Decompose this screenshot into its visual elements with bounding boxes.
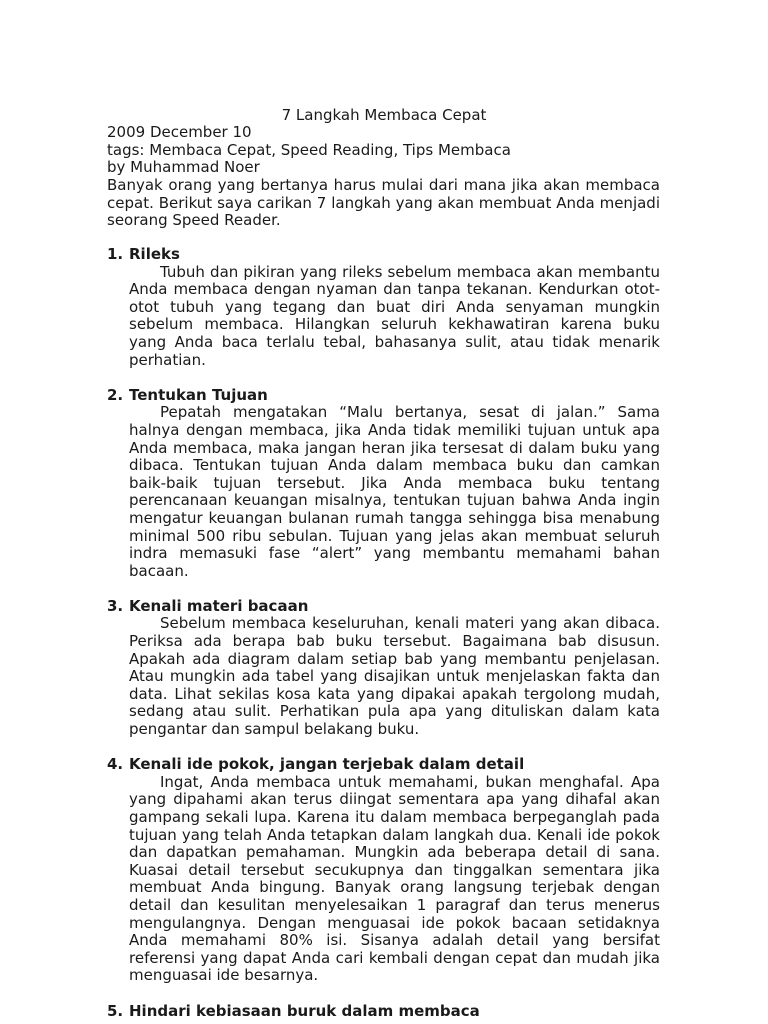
step-number: 5. — [107, 1001, 124, 1020]
document-date: 2009 December 10 — [107, 123, 252, 141]
step-title: Kenali ide pokok, jangan terjebak dalam detail — [129, 755, 525, 774]
step-item — [107, 1003, 660, 1021]
document-tags: tags: Membaca Cepat, Speed Reading, Tips Membaca — [107, 140, 511, 159]
step-title: Hindari kebiasaan buruk dalam membaca — [129, 1001, 480, 1020]
step-item — [107, 598, 660, 739]
step-item — [107, 756, 660, 985]
step-title: Kenali materi bacaan — [129, 596, 309, 615]
document-meta — [107, 124, 667, 177]
step-body: Pepatah mengatakan “Malu bertanya, sesat di jalan.” Sama halnya dengan membaca, jika Anda tidak memiliki tujuan untuk apa Anda membaca, maka jangan heran jika tersesat di dalam buku yang dibaca. Tentukan tujuan Anda dalam membaca buku dan camkan baik-baik tujuan tersebut. Jika Anda membaca buku tentang perencanaan keuangan misalnya, tentukan tujuan bahwa Anda ingin mengatur keuangan bulanan rumah tangga sehingga bisa menabung minimal 500 ribu sebulan. Tujuan yang jelas akan membuat seluruh indra memasuki fase “alert” yang membantu memahami bahan bacaan. — [129, 403, 660, 580]
step-number: 2. — [107, 385, 124, 404]
step-heading — [107, 756, 660, 774]
steps-list — [107, 246, 660, 1024]
document-author: by Muhammad Noer — [107, 158, 260, 177]
step-item — [107, 387, 660, 581]
step-title: Rileks — [129, 245, 180, 263]
step-heading — [107, 598, 660, 616]
step-number: 4. — [107, 755, 124, 774]
step-body: Tubuh dan pikiran yang rileks sebelum membaca akan membantu Anda membaca dengan nyaman dan tanpa tekanan. Kendurkan otot-otot tubuh yang tegang dan buat diri Anda senyaman mungkin sebelum membaca. Hilangkan seluruh kekhawatiran karena buku yang Anda baca terlalu tebal, bahasanya sulit, atau tidak menarik perhatian. — [129, 262, 660, 369]
intro-paragraph: Banyak orang yang bertanya harus mulai dari mana jika akan membaca cepat. Berikut saya carikan 7 langkah yang akan membuat Anda menjadi seorang Speed Reader. — [107, 176, 660, 230]
step-number: 1. — [107, 245, 124, 263]
step-heading — [107, 387, 660, 405]
step-number: 3. — [107, 596, 124, 615]
step-body: Sebelum membaca keseluruhan, kenali materi yang akan dibaca. Periksa ada berapa bab buku tersebut. Bagaimana bab disusun. Apakah ada diagram dalam setiap bab yang membantu penjelasan. Atau mungkin ada tabel yang disajikan untuk menjelaskan fakta dan data. Lihat sekilas kosa kata yang dipakai apakah tergolong mudah, sedang atau sulit. Perhatikan pula apa yang dituliskan dalam kata pengantar dan sampul belakang buku. — [129, 614, 660, 739]
step-body: Ingat, Anda membaca untuk memahami, bukan menghafal. Apa yang dipahami akan terus diingat sementara apa yang dihafal akan gampang sekali lupa. Karena itu dalam membaca berpeganglah pada tujuan yang telah Anda tetapkan dalam langkah dua. Kenali ide pokok dan dapatkan pemahaman. Mungkin ada beberapa detail di sana. Kuasai detail tersebut secukupnya dan tinggalkan sementara jika membuat Anda bingung. Banyak orang langsung terjebak dengan detail dan kesulitan menyelesaikan 1 paragraf dan terus menerus mengulangnya. Dengan menguasai ide pokok bacaan setidaknya Anda memahami 80% isi. Sisanya adalah detail yang bersifat referensi yang dapat Anda cari kembali dengan cepat dan mudah jika menguasai ide besarnya. — [129, 772, 660, 985]
step-heading — [107, 1003, 660, 1021]
step-item — [107, 246, 660, 369]
step-heading — [107, 246, 660, 264]
document-title: 7 Langkah Membaca Cepat — [281, 106, 487, 124]
step-title: Tentukan Tujuan — [129, 385, 268, 404]
